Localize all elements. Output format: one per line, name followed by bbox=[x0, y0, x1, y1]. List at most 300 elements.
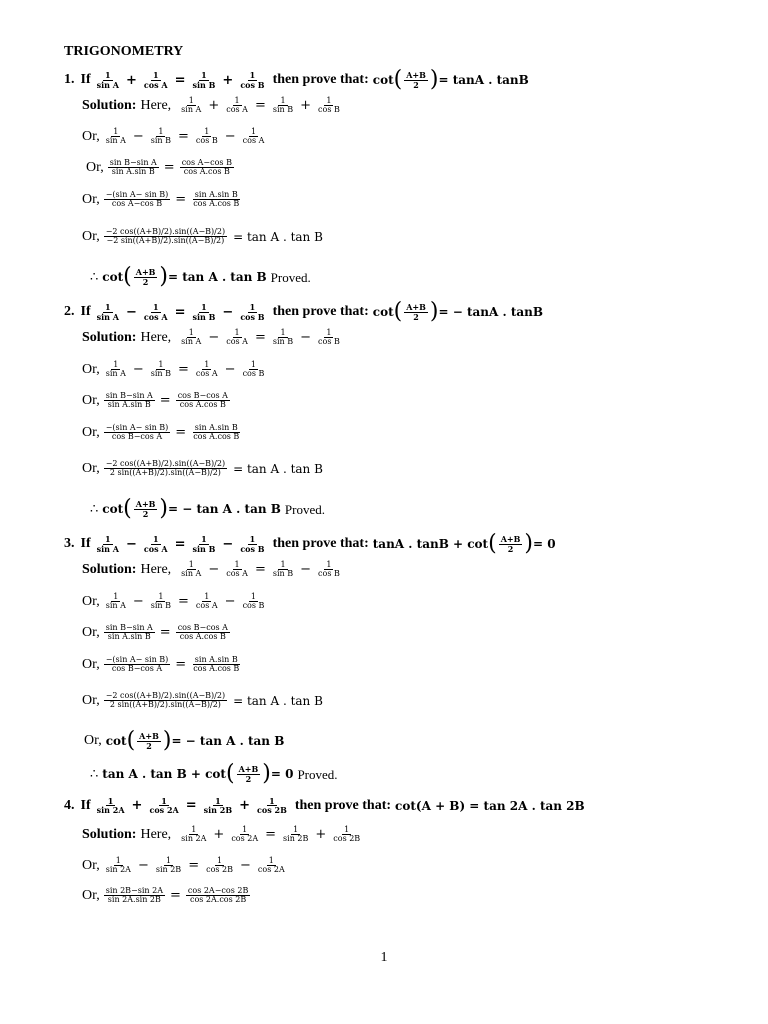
fraction bbox=[191, 535, 218, 553]
denominator: 2 bbox=[142, 276, 149, 287]
numerator: −2 cos((A+B)/2).sin((A−B)/2) bbox=[105, 691, 226, 700]
therefore-symbol: ∴ bbox=[90, 269, 99, 285]
fraction bbox=[179, 561, 203, 579]
denominator: cos A bbox=[143, 543, 168, 554]
denominator: sin B bbox=[192, 311, 216, 322]
numerator: 1 bbox=[191, 825, 197, 834]
then-prove-label: then prove that: bbox=[272, 72, 369, 87]
fraction-argument bbox=[488, 531, 533, 556]
then-prove-label: then prove that: bbox=[272, 304, 369, 319]
step-line bbox=[82, 392, 232, 410]
denominator: sin A bbox=[96, 543, 119, 554]
fraction bbox=[149, 361, 173, 379]
if-label: If bbox=[80, 536, 91, 551]
numerator: sin B−sin A bbox=[109, 158, 157, 167]
denominator: cos B bbox=[318, 105, 340, 115]
problem-statement bbox=[64, 301, 543, 323]
denominator: 2 bbox=[142, 508, 149, 519]
half-fraction bbox=[404, 71, 428, 89]
fraction bbox=[179, 329, 203, 347]
fraction bbox=[95, 797, 127, 815]
math-operator: − bbox=[132, 129, 144, 145]
fraction bbox=[104, 228, 227, 246]
fraction bbox=[149, 128, 173, 146]
math-text: cot bbox=[372, 305, 394, 319]
fraction bbox=[191, 191, 241, 209]
therefore-symbol: ∴ bbox=[90, 766, 99, 782]
numerator: 1 bbox=[161, 796, 167, 806]
math-operator: + bbox=[315, 827, 327, 843]
open-paren: ( bbox=[123, 264, 132, 289]
numerator: 1 bbox=[326, 328, 332, 337]
denominator: cos A bbox=[195, 601, 218, 611]
fraction-argument bbox=[123, 496, 168, 521]
math-operator: − bbox=[240, 858, 251, 874]
fraction bbox=[104, 424, 171, 442]
math-operator: = bbox=[254, 330, 266, 346]
fraction bbox=[179, 97, 203, 115]
denominator: cos 2A.cos 2B bbox=[189, 895, 247, 905]
solution-label: Solution: bbox=[82, 561, 137, 577]
close-paren: ) bbox=[159, 496, 168, 521]
math-operator: + bbox=[208, 98, 220, 114]
denominator: cos B−cos A bbox=[111, 664, 163, 674]
math-operator: + bbox=[131, 798, 143, 814]
math-operator: − bbox=[222, 536, 234, 552]
math-operator: = bbox=[159, 625, 171, 641]
open-paren: ( bbox=[123, 496, 132, 521]
half-fraction bbox=[134, 500, 158, 518]
denominator: sin A bbox=[181, 337, 202, 347]
math-operator: − bbox=[224, 594, 236, 610]
math-text: cot bbox=[372, 73, 394, 87]
numerator: 1 bbox=[268, 856, 274, 865]
fraction bbox=[104, 692, 227, 710]
numerator: −(sin A− sin B) bbox=[105, 655, 169, 664]
fraction bbox=[238, 71, 266, 89]
math-text: cot(A + B) = tan 2A . tan 2B bbox=[395, 798, 585, 813]
here-label: Here, bbox=[140, 97, 172, 113]
half-fraction bbox=[404, 303, 428, 321]
fraction bbox=[271, 97, 295, 115]
math-operator: + bbox=[125, 72, 137, 88]
problem-number: 2. bbox=[64, 304, 75, 319]
numerator: 1 bbox=[250, 360, 257, 369]
math-text: = tan A . tan B bbox=[168, 270, 267, 284]
math-operator: = bbox=[175, 192, 187, 208]
fraction-argument bbox=[126, 728, 172, 753]
if-label: If bbox=[80, 797, 91, 813]
fraction bbox=[241, 361, 267, 379]
step-line bbox=[82, 191, 243, 209]
math-text: = tan A . tan B bbox=[233, 229, 323, 244]
fraction bbox=[255, 797, 289, 815]
proved-label: Proved. bbox=[284, 501, 325, 517]
denominator: sin A.sin B bbox=[107, 632, 151, 642]
math-operator: = bbox=[159, 393, 171, 409]
solution-label: Solution: bbox=[82, 97, 137, 113]
fraction bbox=[176, 624, 230, 642]
denominator: cos A.cos B bbox=[179, 632, 226, 642]
numerator: 1 bbox=[217, 856, 223, 865]
fraction bbox=[204, 857, 235, 875]
numerator: 1 bbox=[234, 328, 240, 337]
conclusion-line bbox=[90, 763, 338, 785]
fraction bbox=[316, 561, 342, 579]
denominator: sin 2A bbox=[96, 805, 125, 816]
close-paren: ) bbox=[162, 728, 172, 753]
numerator: 1 bbox=[158, 592, 164, 601]
fraction bbox=[202, 797, 234, 815]
denominator: sin 2A.sin 2B bbox=[107, 895, 161, 905]
or-label: Or, bbox=[82, 128, 100, 144]
close-paren: ) bbox=[159, 264, 168, 289]
math-operator: − bbox=[132, 362, 144, 378]
fraction bbox=[104, 460, 227, 478]
numerator: sin A.sin B bbox=[194, 190, 238, 199]
step-line bbox=[82, 424, 243, 442]
denominator: sin 2B bbox=[155, 865, 182, 875]
fraction bbox=[224, 561, 250, 579]
open-paren: ( bbox=[126, 728, 136, 753]
close-paren: ) bbox=[524, 531, 533, 556]
fraction bbox=[104, 593, 128, 611]
fraction bbox=[104, 887, 165, 905]
math-operator: − bbox=[137, 858, 149, 874]
fraction bbox=[154, 857, 183, 875]
fraction bbox=[147, 797, 180, 815]
numerator: 1 bbox=[344, 825, 350, 834]
fraction bbox=[191, 656, 241, 674]
fraction bbox=[104, 857, 133, 875]
math-text: = 0 bbox=[270, 767, 294, 781]
denominator: cos B bbox=[240, 311, 265, 322]
numerator: sin B−sin A bbox=[105, 391, 153, 400]
step-line bbox=[82, 857, 289, 875]
math-operator: − bbox=[300, 562, 312, 578]
conclusion-line bbox=[90, 266, 311, 288]
numerator: sin 2B−sin 2A bbox=[105, 886, 163, 895]
therefore-symbol: ∴ bbox=[90, 501, 99, 517]
step-line bbox=[82, 460, 323, 478]
half-fraction bbox=[134, 268, 158, 286]
close-paren: ) bbox=[262, 761, 271, 786]
denominator: cos 2A bbox=[149, 805, 179, 816]
denominator: cos A bbox=[226, 569, 248, 579]
page-title: TRIGONOMETRY bbox=[64, 44, 184, 59]
numerator: A+B bbox=[135, 267, 156, 278]
numerator: 1 bbox=[105, 534, 111, 545]
denominator: sin A bbox=[181, 105, 202, 115]
denominator: cos A bbox=[143, 311, 168, 322]
denominator: sin B bbox=[272, 569, 294, 579]
numerator: sin A.sin B bbox=[194, 655, 238, 664]
denominator: sin B bbox=[272, 105, 294, 115]
step-line bbox=[82, 692, 323, 710]
numerator: 1 bbox=[152, 302, 159, 313]
math-operator: = bbox=[265, 827, 277, 843]
denominator: cos A−cos B bbox=[111, 199, 163, 209]
fraction bbox=[316, 329, 342, 347]
denominator: cos B bbox=[195, 136, 218, 146]
math-operator: = bbox=[169, 888, 181, 904]
math-text: tanA . tanB + cot bbox=[372, 537, 489, 551]
fraction bbox=[108, 159, 159, 177]
numerator: A+B bbox=[406, 70, 426, 81]
denominator: sin A bbox=[105, 369, 126, 379]
math-operator: = bbox=[178, 362, 189, 378]
fraction bbox=[191, 424, 241, 442]
denominator: sin A bbox=[181, 569, 202, 579]
math-operator: = bbox=[174, 304, 186, 320]
if-label: If bbox=[80, 304, 91, 319]
math-text: = − tanA . tanB bbox=[438, 305, 544, 319]
denominator: cos B bbox=[240, 79, 265, 90]
solution-line bbox=[82, 561, 344, 579]
half-fraction bbox=[499, 535, 523, 553]
here-label: Here, bbox=[140, 561, 172, 577]
denominator: 2 sin((A+B)/2).sin((A−B)/2) bbox=[109, 468, 221, 478]
denominator: 2 bbox=[413, 79, 419, 90]
math-operator: − bbox=[224, 362, 236, 378]
numerator: 1 bbox=[165, 856, 172, 865]
numerator: 1 bbox=[280, 328, 286, 337]
math-text: cot bbox=[102, 270, 124, 284]
numerator: 1 bbox=[113, 592, 119, 601]
fraction bbox=[142, 71, 170, 89]
numerator: A+B bbox=[238, 764, 259, 775]
step-line bbox=[82, 228, 323, 246]
denominator: sin A bbox=[105, 136, 126, 146]
numerator: 1 bbox=[158, 127, 164, 136]
denominator: 2 bbox=[413, 311, 419, 322]
numerator: 1 bbox=[234, 96, 240, 105]
step-line bbox=[82, 656, 243, 674]
problem-statement bbox=[64, 797, 585, 815]
close-paren: ) bbox=[429, 299, 439, 324]
problem-number: 1. bbox=[64, 72, 75, 87]
step-line bbox=[84, 730, 284, 752]
numerator: −(sin A− sin B) bbox=[105, 423, 169, 432]
or-label: Or, bbox=[82, 460, 100, 476]
denominator: cos A bbox=[226, 337, 248, 347]
fraction bbox=[241, 593, 267, 611]
numerator: cos 2A−cos 2B bbox=[187, 886, 249, 895]
or-label: Or, bbox=[82, 424, 100, 440]
fraction bbox=[95, 71, 121, 89]
denominator: cos A.cos B bbox=[193, 432, 240, 442]
fraction bbox=[194, 361, 220, 379]
or-label: Or, bbox=[82, 191, 100, 207]
or-label: Or, bbox=[82, 593, 100, 609]
step-line bbox=[82, 887, 252, 905]
numerator: 1 bbox=[204, 592, 210, 601]
numerator: −2 cos((A+B)/2).sin((A−B)/2) bbox=[105, 227, 226, 236]
fraction bbox=[191, 71, 218, 89]
numerator: cos B−cos A bbox=[177, 391, 228, 400]
numerator: 1 bbox=[105, 70, 111, 81]
open-paren: ( bbox=[393, 67, 403, 92]
denominator: cos A bbox=[195, 369, 218, 379]
fraction bbox=[176, 392, 230, 410]
fraction bbox=[256, 857, 287, 875]
denominator: sin A bbox=[105, 601, 126, 611]
denominator: cos 2B bbox=[206, 865, 234, 875]
numerator: 1 bbox=[158, 360, 164, 369]
if-label: If bbox=[80, 72, 91, 87]
or-label: Or, bbox=[86, 159, 104, 175]
denominator: sin B bbox=[272, 337, 294, 347]
math-text: = − tan A . tan B bbox=[168, 502, 281, 516]
math-operator: = bbox=[178, 594, 189, 610]
numerator: 1 bbox=[201, 70, 207, 81]
numerator: 1 bbox=[269, 796, 275, 806]
math-operator: = bbox=[188, 858, 200, 874]
fraction-argument bbox=[225, 761, 271, 786]
open-paren: ( bbox=[225, 761, 235, 786]
fraction bbox=[238, 535, 266, 553]
denominator: 2 bbox=[245, 773, 252, 784]
math-operator: = bbox=[185, 798, 197, 814]
denominator: cos A bbox=[242, 136, 265, 146]
denominator: cos A.cos B bbox=[183, 167, 230, 177]
math-text: = 0 bbox=[532, 537, 556, 551]
denominator: cos A bbox=[226, 105, 248, 115]
solution-label: Solution: bbox=[82, 826, 137, 842]
numerator: 1 bbox=[204, 360, 210, 369]
step-line bbox=[82, 128, 268, 146]
denominator: sin B bbox=[192, 79, 216, 90]
or-label: Or, bbox=[82, 624, 100, 640]
numerator: 1 bbox=[326, 96, 332, 105]
numerator: 1 bbox=[188, 560, 194, 569]
numerator: sin B−sin A bbox=[105, 623, 153, 632]
numerator: 1 bbox=[280, 560, 286, 569]
problem-statement bbox=[64, 69, 529, 91]
fraction bbox=[142, 303, 170, 321]
denominator: cos B−cos A bbox=[111, 432, 163, 442]
conclusion-line bbox=[90, 498, 325, 520]
fraction-argument bbox=[393, 67, 439, 92]
solution-line bbox=[82, 826, 364, 844]
numerator: 1 bbox=[152, 534, 159, 545]
fraction-argument bbox=[123, 264, 168, 289]
denominator: cos A.cos B bbox=[179, 400, 226, 410]
math-operator: − bbox=[208, 562, 220, 578]
math-operator: − bbox=[208, 330, 220, 346]
math-operator: − bbox=[300, 330, 312, 346]
solution-line bbox=[82, 329, 344, 347]
numerator: −2 cos((A+B)/2).sin((A−B)/2) bbox=[105, 459, 226, 468]
math-operator: = bbox=[254, 562, 266, 578]
numerator: 1 bbox=[249, 70, 256, 81]
numerator: 1 bbox=[280, 96, 286, 105]
denominator: sin A bbox=[96, 79, 119, 90]
denominator: sin A.sin B bbox=[111, 167, 155, 177]
or-label: Or, bbox=[82, 392, 100, 408]
numerator: A+B bbox=[500, 534, 521, 545]
denominator: sin 2A bbox=[181, 834, 207, 844]
fraction bbox=[180, 159, 234, 177]
or-label: Or, bbox=[82, 692, 100, 708]
numerator: 1 bbox=[105, 302, 111, 313]
numerator: 1 bbox=[188, 328, 194, 337]
numerator: 1 bbox=[107, 796, 114, 806]
or-label: Or, bbox=[82, 857, 100, 873]
fraction bbox=[241, 128, 267, 146]
step-line bbox=[82, 593, 268, 611]
denominator: 2 sin((A+B)/2).sin((A−B)/2) bbox=[109, 700, 221, 710]
denominator: cos A.cos B bbox=[193, 199, 240, 209]
then-prove-label: then prove that: bbox=[272, 536, 369, 551]
math-operator: − bbox=[224, 129, 236, 145]
numerator: cos A−cos B bbox=[181, 158, 232, 167]
fraction-argument bbox=[393, 299, 439, 324]
numerator: cos B−cos A bbox=[177, 623, 228, 632]
math-operator: = bbox=[175, 657, 187, 673]
numerator: A+B bbox=[135, 499, 156, 510]
numerator: 1 bbox=[152, 70, 159, 81]
math-text: = tan A . tan B bbox=[233, 693, 323, 708]
denominator: sin B bbox=[192, 543, 216, 554]
denominator: sin B bbox=[150, 369, 172, 379]
denominator: cos B bbox=[318, 569, 340, 579]
numerator: A+B bbox=[139, 731, 159, 742]
math-operator: + bbox=[239, 798, 251, 814]
open-paren: ( bbox=[488, 531, 497, 556]
denominator: cos 2A bbox=[231, 834, 259, 844]
denominator: sin A.sin B bbox=[107, 400, 151, 410]
numerator: 1 bbox=[201, 534, 207, 545]
fraction bbox=[104, 624, 155, 642]
fraction bbox=[95, 303, 121, 321]
math-operator: = bbox=[174, 536, 186, 552]
fraction bbox=[224, 97, 250, 115]
numerator: 1 bbox=[115, 856, 121, 865]
math-operator: = bbox=[163, 160, 175, 176]
fraction bbox=[224, 329, 250, 347]
half-fraction bbox=[237, 765, 261, 783]
math-text: cot bbox=[105, 734, 127, 748]
denominator: sin B bbox=[150, 136, 172, 146]
math-operator: + bbox=[222, 72, 234, 88]
solution-label: Solution: bbox=[82, 329, 137, 345]
fraction bbox=[95, 535, 121, 553]
fraction bbox=[194, 128, 220, 146]
math-text: = − tan A . tan B bbox=[171, 734, 285, 748]
fraction bbox=[104, 128, 128, 146]
or-label: Or, bbox=[82, 887, 100, 903]
numerator: 1 bbox=[242, 825, 248, 834]
denominator: cos B bbox=[240, 543, 265, 554]
math-operator: = bbox=[175, 425, 187, 441]
numerator: 1 bbox=[204, 127, 210, 136]
problem-number: 3. bbox=[64, 536, 75, 551]
fraction bbox=[104, 656, 171, 674]
numerator: 1 bbox=[250, 592, 257, 601]
denominator: cos A.cos B bbox=[193, 664, 240, 674]
denominator: cos 2B bbox=[257, 805, 287, 816]
numerator: 1 bbox=[293, 825, 299, 834]
numerator: A+B bbox=[406, 302, 426, 313]
then-prove-label: then prove that: bbox=[294, 797, 392, 813]
fraction bbox=[271, 561, 295, 579]
fraction bbox=[179, 826, 208, 844]
denominator: cos 2A bbox=[257, 865, 285, 875]
denominator: cos A bbox=[143, 79, 168, 90]
fraction bbox=[104, 392, 155, 410]
step-line bbox=[82, 361, 268, 379]
